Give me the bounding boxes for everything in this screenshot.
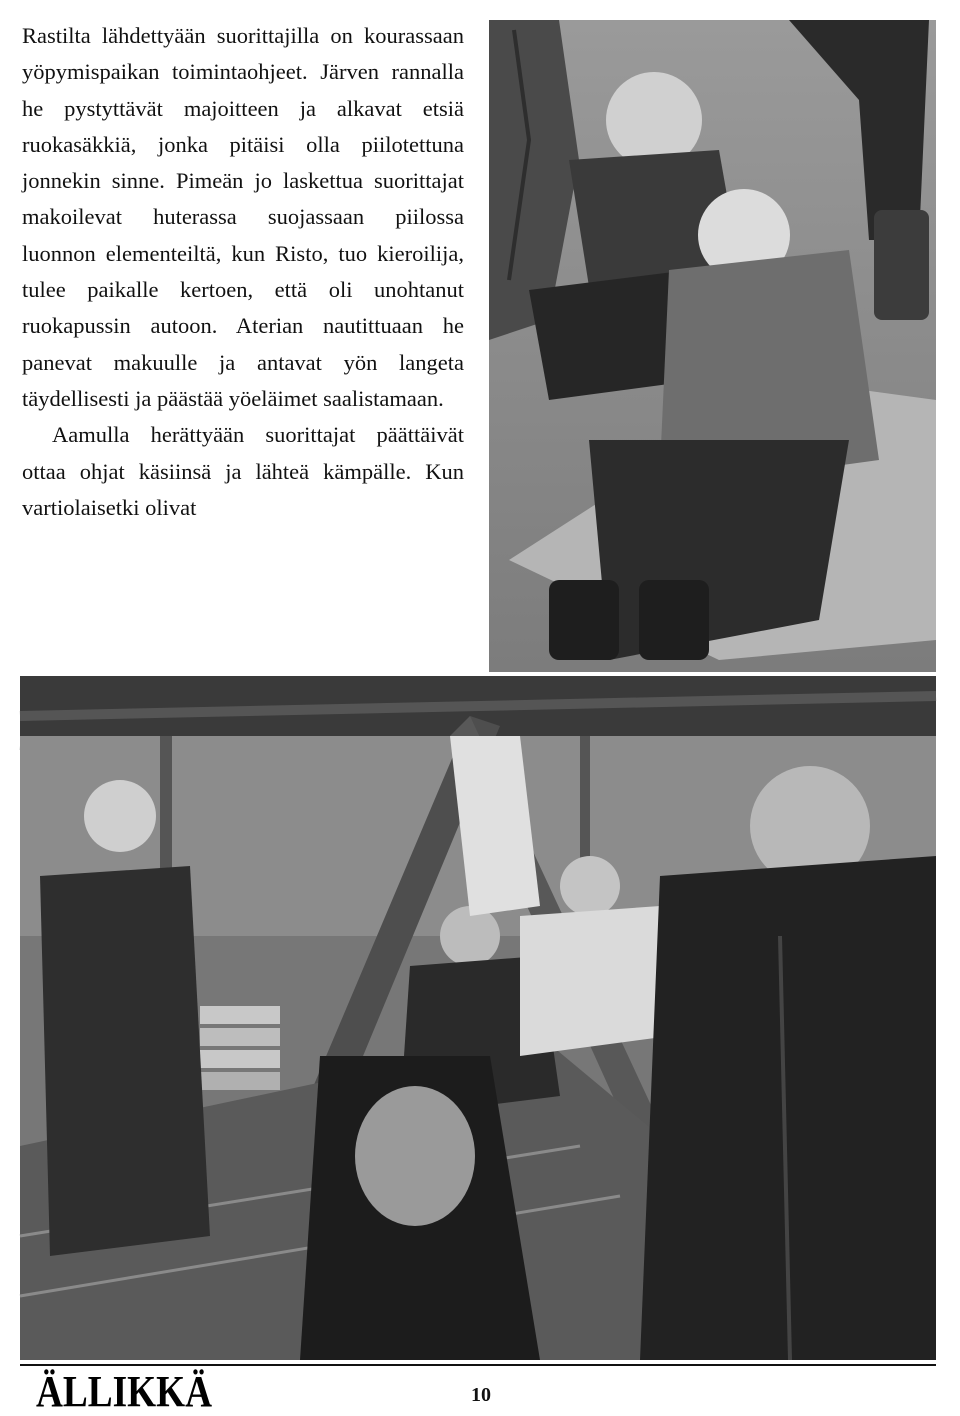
photo-shelter-group bbox=[20, 676, 936, 1360]
article-paragraph-2: Aamulla herättyään suorittajat päättäivät ottaa ohjat käsiinsä ja lähteä kämpälle. Kun vartiolaisetki olivat bbox=[22, 422, 464, 520]
photo-scouts-kneeling bbox=[489, 20, 936, 672]
logo-text: ÄLLIKKÄ bbox=[36, 1367, 213, 1416]
allikka-logo bbox=[36, 1366, 216, 1416]
page-number: 10 bbox=[471, 1384, 491, 1406]
article-text-column bbox=[22, 18, 464, 526]
article-paragraph-1: Rastilta lähdettyään suorittajilla on kourassaan yöpymispaikan toimintaohjeet. Järven rannalla he pystyttävät majoitteen ja alkavat etsiä ruokasäkkiä, jonka pitäisi olla piilotettuna jonnekin sinne. Pimeän jo laskettua suorittajat makoilevat huterassa suojassaan piilossa luonnon elementeiltä, kun Risto, tuo kieroilija, tulee paikalle kertoen, että oli unohtanut ruokapussin autoon. Aterian nautittuaan he panevat makuulle ja antavat yön langeta täydellisesti ja päästää yöeläimet saalistamaan. bbox=[22, 23, 464, 411]
